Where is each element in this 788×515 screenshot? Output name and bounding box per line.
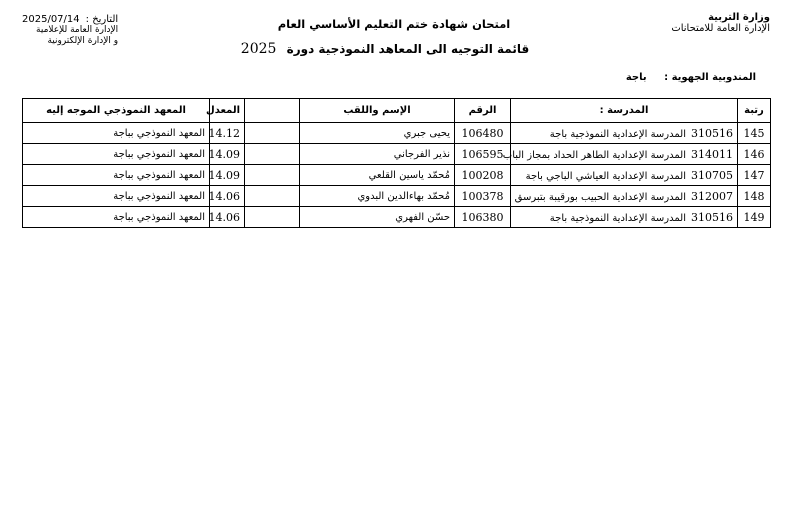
school-code: 312007	[691, 189, 733, 203]
column-header	[245, 99, 300, 123]
institute-cell: المعهد النموذجي بباجة	[23, 144, 210, 165]
blank-cell	[245, 144, 300, 165]
school-code: 310705	[691, 168, 733, 182]
table-row	[23, 165, 771, 186]
page-title: امتحان شهادة ختم التعليم الأساسي العام	[277, 17, 511, 31]
left-line-2: و الإدارة الإلكترونية	[47, 36, 119, 46]
table-header-row	[23, 99, 771, 123]
number-cell: 106595	[455, 144, 511, 165]
name-cell: مُحمّد ياسين القلعي	[300, 165, 455, 186]
region-line	[626, 72, 756, 83]
average-cell: 14.09	[210, 144, 245, 165]
blank-cell	[245, 123, 300, 144]
school-name: المدرسة الإعدادية الطاهر الحداد بمجاز الباب	[502, 149, 686, 161]
school-cell	[502, 144, 738, 165]
column-header: رتبة	[738, 99, 771, 123]
school-name: المدرسة الإعدادية النموذجية باجة	[549, 128, 686, 140]
school-code: 314011	[691, 147, 733, 161]
average-cell: 14.12	[210, 123, 245, 144]
average-cell: 14.06	[210, 207, 245, 228]
school-cell	[511, 123, 738, 144]
column-header: المعهد النموذجي الموجه إليه	[23, 99, 210, 123]
number-cell: 100378	[455, 186, 511, 207]
average-cell: 14.06	[210, 186, 245, 207]
rank-cell: 145	[738, 123, 771, 144]
table-row	[23, 207, 771, 228]
blank-cell	[245, 165, 300, 186]
rank-cell: 146	[738, 144, 771, 165]
name-cell: مُحمّد بهاءالدين البدوي	[300, 186, 455, 207]
name-cell: نذير الفرجاني	[300, 144, 455, 165]
column-header: الإسم واللقب	[300, 99, 455, 123]
date-label: التاريخ :	[85, 14, 119, 25]
column-header: الرقم	[455, 99, 511, 123]
school-name: المدرسة الإعدادية النموذجية باجة	[549, 212, 686, 224]
blank-cell	[245, 186, 300, 207]
left-line-1: الإدارة العامة للإعلامية	[36, 25, 119, 35]
region-value: باجة	[625, 72, 647, 83]
school-code: 310516	[691, 210, 733, 224]
number-cell: 100208	[455, 165, 511, 186]
table-row	[23, 186, 771, 207]
table-row	[23, 123, 771, 144]
school-cell	[511, 165, 738, 186]
number-cell: 106380	[455, 207, 511, 228]
school-code: 310516	[691, 126, 733, 140]
subtitle-year: 2025	[240, 41, 277, 57]
institute-cell: المعهد النموذجي بباجة	[23, 207, 210, 228]
average-cell: 14.09	[210, 165, 245, 186]
directorate-name: الإدارة العامة للامتحانات	[671, 23, 770, 34]
column-header: المدرسة :	[511, 99, 738, 123]
number-cell: 106480	[455, 123, 511, 144]
name-cell: حسّن الفهري	[300, 207, 455, 228]
school-name: المدرسة الإعدادية العياشي الباجي باجة	[525, 170, 686, 182]
subtitle-text: قائمة التوجيه الى المعاهد النموذجية دورة	[286, 42, 530, 56]
date-value: 2025/07/14	[22, 14, 80, 25]
region-label: المندوبية الجهوية :	[664, 72, 756, 83]
school-cell	[511, 186, 738, 207]
orientation-table	[22, 98, 771, 228]
institute-cell: المعهد النموذجي بباجة	[23, 165, 210, 186]
rank-cell: 149	[738, 207, 771, 228]
table-row	[23, 144, 771, 165]
name-cell: يحيى جبري	[300, 123, 455, 144]
school-name: المدرسة الإعدادية الحبيب بورقيبة بتبرسق	[514, 191, 686, 203]
rank-cell: 147	[738, 165, 771, 186]
table-body	[23, 123, 771, 228]
page-subtitle	[205, 41, 565, 57]
blank-cell	[245, 207, 300, 228]
ministry-name: وزارة التربية	[708, 12, 770, 23]
rank-cell: 148	[738, 186, 771, 207]
column-header: المعدل	[210, 99, 245, 123]
school-cell	[511, 207, 738, 228]
institute-cell: المعهد النموذجي بباجة	[23, 123, 210, 144]
institute-cell: المعهد النموذجي بباجة	[23, 186, 210, 207]
